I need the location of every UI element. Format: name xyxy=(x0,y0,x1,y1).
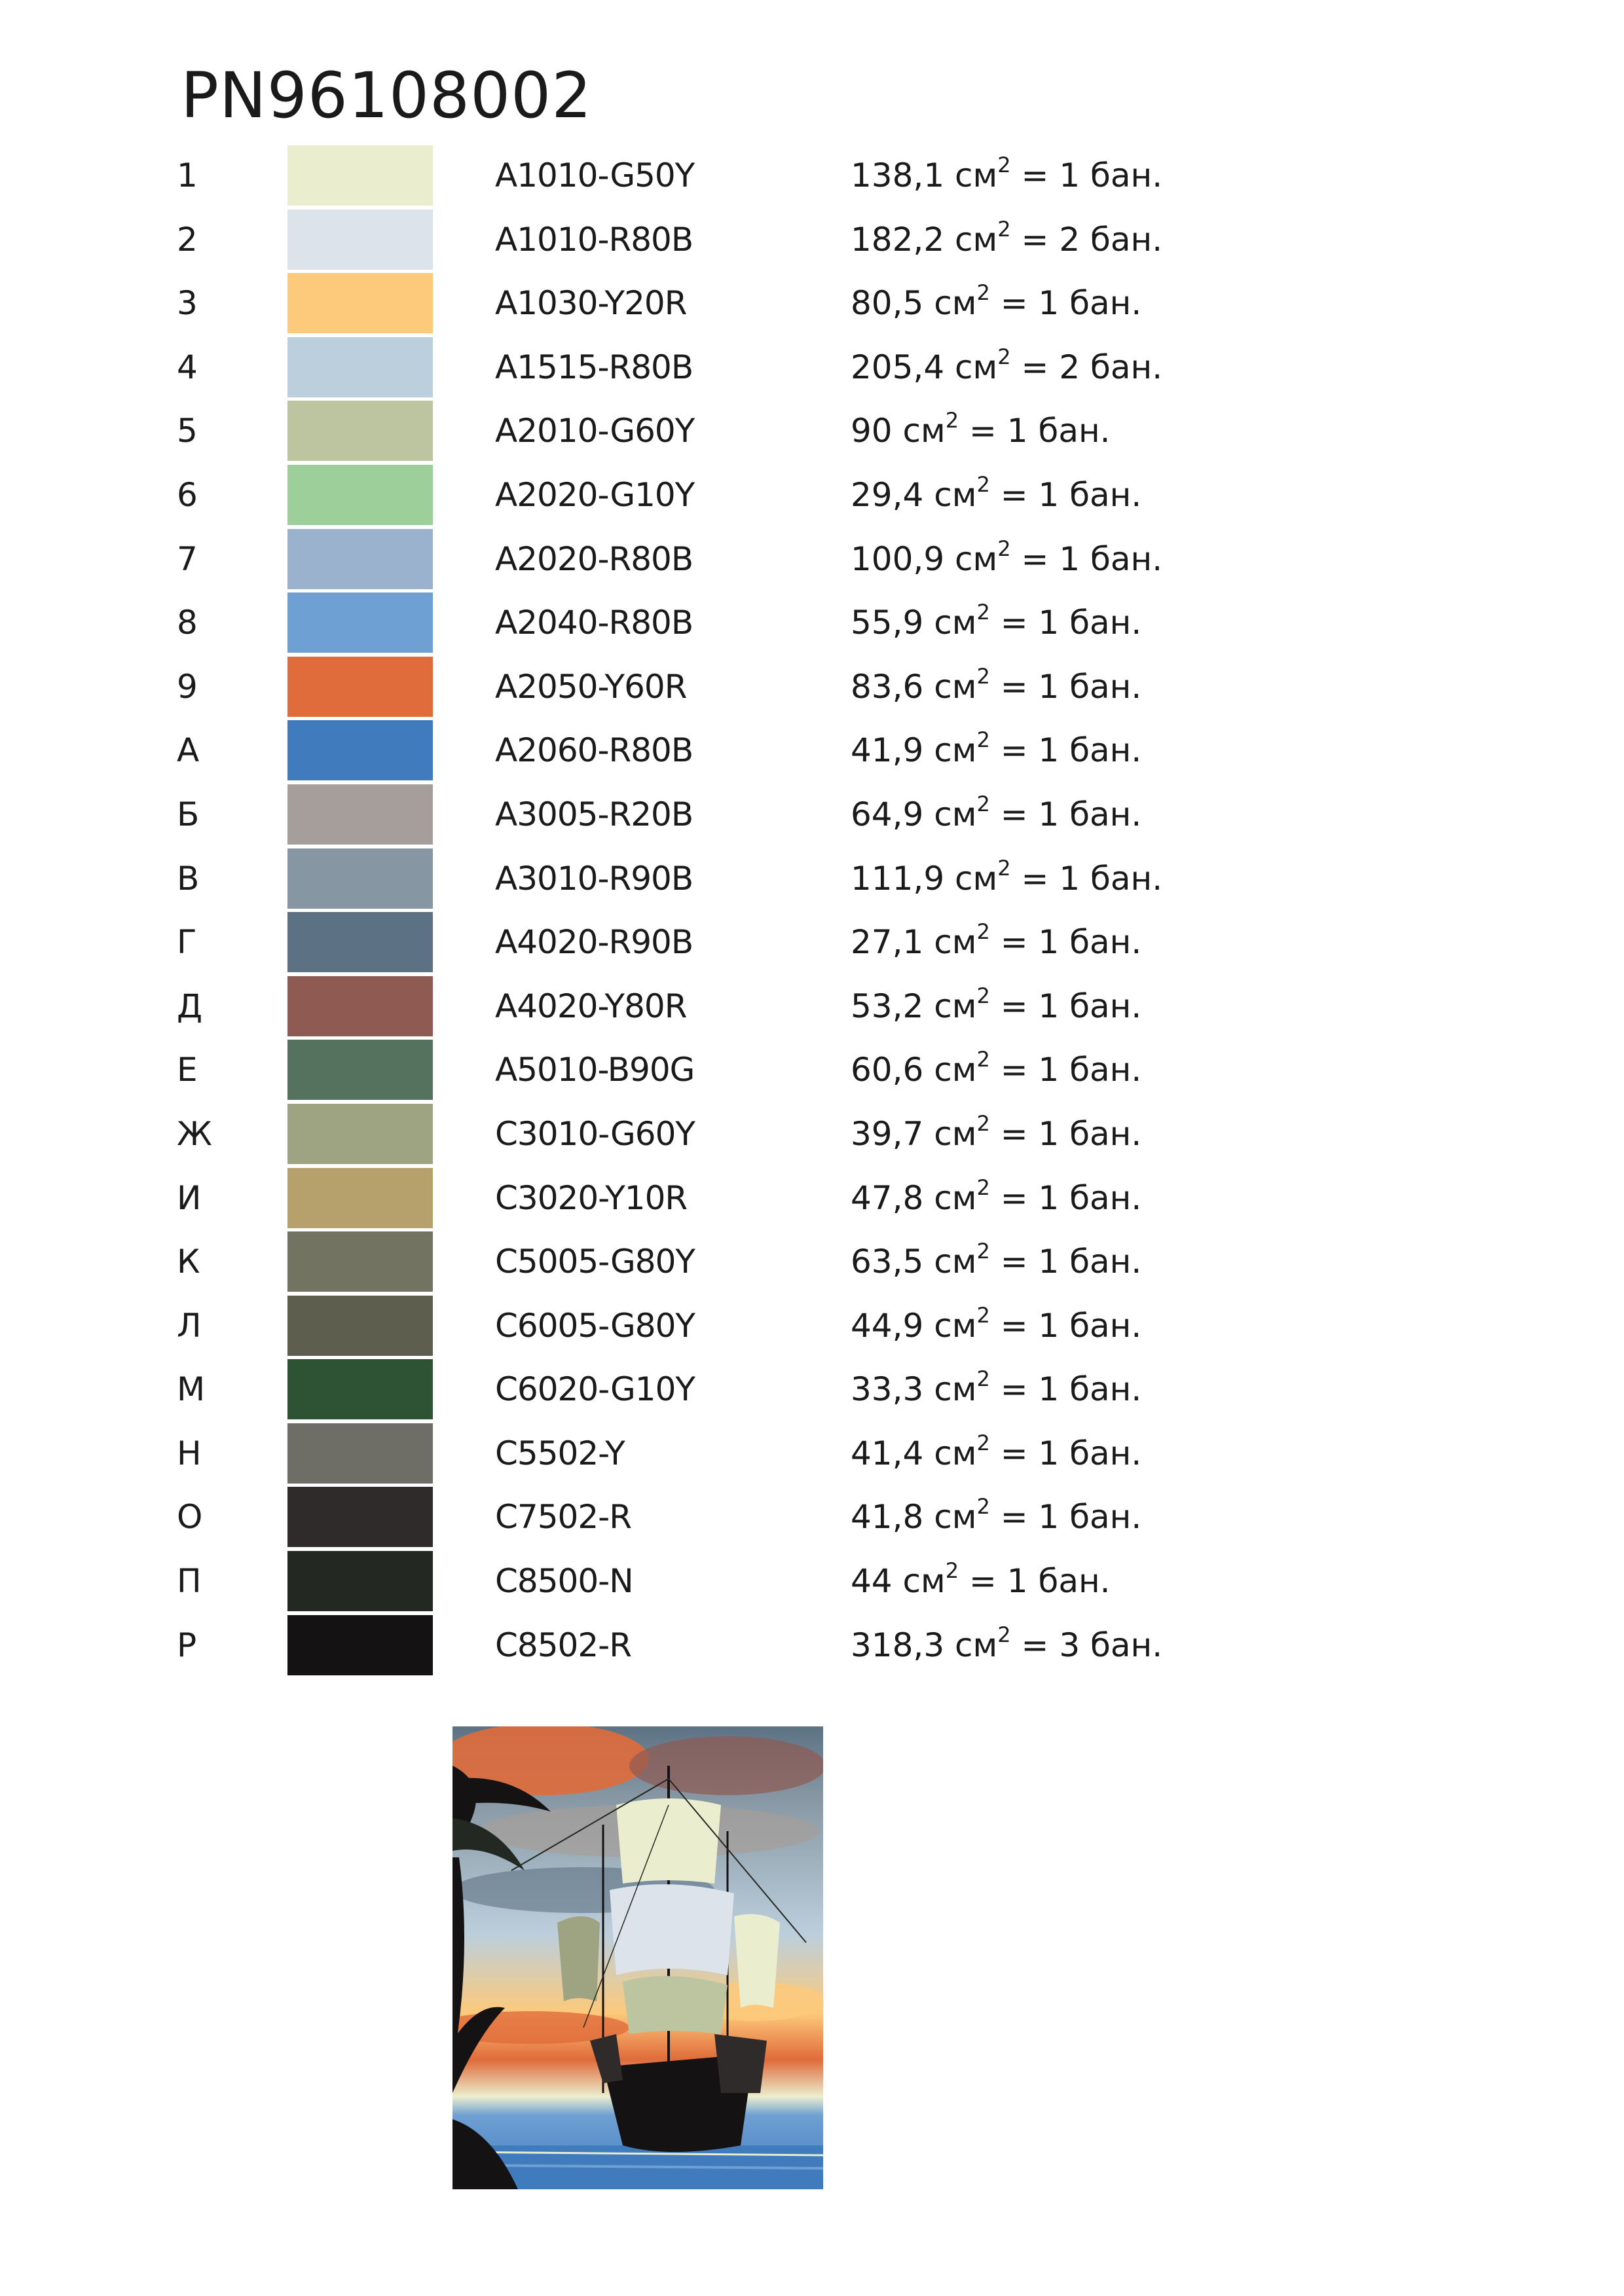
area-value: 44,9 xyxy=(851,1306,924,1345)
color-swatch xyxy=(287,465,433,525)
area-unit-power: 2 xyxy=(976,983,990,1008)
color-area-quantity xyxy=(851,600,1142,642)
color-code: A1515-R80B xyxy=(495,348,693,386)
color-row xyxy=(177,528,1421,592)
area-unit: см xyxy=(955,1626,998,1664)
area-unit: см xyxy=(902,1562,946,1601)
color-code: A1030-Y20R xyxy=(495,284,687,323)
color-number: Р xyxy=(177,1626,197,1664)
color-swatch xyxy=(287,210,433,270)
color-swatch xyxy=(287,720,433,780)
color-area-quantity xyxy=(851,855,1163,898)
area-value: 60,6 xyxy=(851,1051,924,1089)
color-row xyxy=(177,1102,1421,1167)
color-row xyxy=(177,719,1421,783)
color-number: О xyxy=(177,1498,203,1537)
color-code: A2040-R80B xyxy=(495,604,693,642)
color-area-quantity xyxy=(851,280,1142,323)
color-area-quantity xyxy=(851,1558,1111,1601)
area-unit: см xyxy=(934,731,977,770)
area-value: 205,4 xyxy=(851,348,945,386)
color-code: C6020-G10Y xyxy=(495,1370,695,1409)
area-unit: см xyxy=(934,1306,977,1345)
color-row xyxy=(177,1230,1421,1294)
area-value: 44 xyxy=(851,1562,893,1601)
color-row xyxy=(177,591,1421,655)
color-area-quantity xyxy=(851,344,1163,387)
color-row xyxy=(177,1358,1421,1422)
area-unit: см xyxy=(934,1051,977,1089)
color-swatch xyxy=(287,1423,433,1484)
color-code: A3005-R20B xyxy=(495,795,693,833)
color-code: A4020-R90B xyxy=(495,923,693,962)
area-value: 41,8 xyxy=(851,1498,924,1537)
color-row xyxy=(177,208,1421,272)
color-row xyxy=(177,975,1421,1039)
color-number: А xyxy=(177,731,200,770)
cans-count: = 1 бан. xyxy=(1000,1434,1142,1472)
area-unit: см xyxy=(934,667,977,706)
color-number: Д xyxy=(177,987,203,1025)
cans-count: = 1 бан. xyxy=(1021,859,1163,898)
area-unit: см xyxy=(934,1370,977,1409)
cans-count: = 3 бан. xyxy=(1021,1626,1163,1664)
color-row xyxy=(177,1614,1421,1678)
color-area-quantity xyxy=(851,408,1111,450)
area-unit-power: 2 xyxy=(997,1622,1011,1647)
page-title: PN96108002 xyxy=(181,59,593,132)
color-code: C3020-Y10R xyxy=(495,1178,688,1217)
color-swatch xyxy=(287,1040,433,1100)
color-row xyxy=(177,272,1421,336)
color-code: A2060-R80B xyxy=(495,731,693,770)
color-area-quantity xyxy=(851,536,1163,579)
color-swatch xyxy=(287,529,433,589)
cans-count: = 1 бан. xyxy=(1021,539,1163,578)
color-swatch xyxy=(287,145,433,206)
color-area-quantity xyxy=(851,1622,1163,1665)
color-number: 2 xyxy=(177,220,198,259)
area-value: 47,8 xyxy=(851,1178,924,1217)
cans-count: = 1 бан. xyxy=(1000,1498,1142,1537)
color-number: И xyxy=(177,1178,202,1217)
area-value: 80,5 xyxy=(851,284,924,323)
color-area-quantity xyxy=(851,791,1142,834)
area-unit-power: 2 xyxy=(976,1366,990,1392)
color-swatch xyxy=(287,976,433,1036)
cans-count: = 1 бан. xyxy=(1000,795,1142,833)
color-area-quantity xyxy=(851,1175,1142,1218)
color-row xyxy=(177,144,1421,208)
area-unit: см xyxy=(934,795,977,833)
color-swatch xyxy=(287,1231,433,1292)
color-number: В xyxy=(177,859,200,898)
area-value: 138,1 xyxy=(851,156,945,194)
color-row xyxy=(177,399,1421,464)
color-palette-list xyxy=(177,144,1421,1677)
area-unit-power: 2 xyxy=(997,536,1011,561)
cans-count: = 1 бан. xyxy=(1000,1243,1142,1281)
color-area-quantity xyxy=(851,216,1163,259)
color-swatch xyxy=(287,912,433,972)
painting-preview-image xyxy=(452,1726,823,2189)
color-number: 9 xyxy=(177,667,198,706)
color-number: Г xyxy=(177,923,197,962)
color-swatch xyxy=(287,848,433,909)
color-number: П xyxy=(177,1562,202,1601)
color-row xyxy=(177,1294,1421,1358)
color-swatch xyxy=(287,1168,433,1228)
cans-count: = 1 бан. xyxy=(1000,1051,1142,1089)
color-number: 4 xyxy=(177,348,198,386)
color-area-quantity xyxy=(851,1239,1142,1281)
color-row xyxy=(177,655,1421,720)
color-swatch xyxy=(287,273,433,333)
area-unit-power: 2 xyxy=(976,280,990,306)
color-number: 7 xyxy=(177,539,198,578)
area-unit-power: 2 xyxy=(976,1494,990,1520)
color-area-quantity xyxy=(851,727,1142,770)
color-swatch xyxy=(287,592,433,653)
area-unit: см xyxy=(955,220,998,259)
area-unit: см xyxy=(934,1114,977,1153)
color-number: 8 xyxy=(177,604,198,642)
area-value: 55,9 xyxy=(851,604,924,642)
area-unit: см xyxy=(955,859,998,898)
area-unit: см xyxy=(934,1178,977,1217)
area-unit-power: 2 xyxy=(976,600,990,625)
color-swatch xyxy=(287,1487,433,1547)
color-number: Л xyxy=(177,1306,202,1345)
area-value: 29,4 xyxy=(851,475,924,514)
area-unit: см xyxy=(955,156,998,194)
color-area-quantity xyxy=(851,1494,1142,1537)
color-area-quantity xyxy=(851,1047,1142,1089)
ship-painting-image xyxy=(452,1726,823,2189)
area-value: 39,7 xyxy=(851,1114,924,1153)
cans-count: = 1 бан. xyxy=(1021,156,1163,194)
area-value: 83,6 xyxy=(851,667,924,706)
color-swatch xyxy=(287,1296,433,1356)
cans-count: = 1 бан. xyxy=(969,1562,1111,1601)
color-code: C8502-R xyxy=(495,1626,631,1664)
color-area-quantity xyxy=(851,1430,1142,1473)
color-swatch xyxy=(287,1104,433,1164)
area-value: 318,3 xyxy=(851,1626,945,1664)
area-value: 41,9 xyxy=(851,731,924,770)
color-number: 5 xyxy=(177,412,198,450)
area-unit-power: 2 xyxy=(976,663,990,689)
area-unit-power: 2 xyxy=(976,791,990,816)
color-swatch xyxy=(287,657,433,717)
area-unit-power: 2 xyxy=(997,216,1011,242)
cans-count: = 1 бан. xyxy=(969,412,1111,450)
area-unit: см xyxy=(934,1434,977,1472)
area-unit: см xyxy=(902,412,946,450)
area-unit-power: 2 xyxy=(976,1302,990,1328)
color-area-quantity xyxy=(851,663,1142,706)
area-unit-power: 2 xyxy=(945,1558,959,1584)
color-code: C3010-G60Y xyxy=(495,1114,695,1153)
area-unit: см xyxy=(934,284,977,323)
area-value: 53,2 xyxy=(851,987,924,1025)
color-code: C5005-G80Y xyxy=(495,1243,695,1281)
area-unit: см xyxy=(934,987,977,1025)
color-code: A2010-G60Y xyxy=(495,412,695,450)
color-code: A3010-R90B xyxy=(495,859,693,898)
area-value: 33,3 xyxy=(851,1370,924,1409)
area-unit-power: 2 xyxy=(976,919,990,945)
color-row xyxy=(177,464,1421,528)
area-value: 64,9 xyxy=(851,795,924,833)
cans-count: = 1 бан. xyxy=(1000,1306,1142,1345)
area-value: 90 xyxy=(851,412,893,450)
area-value: 100,9 xyxy=(851,539,945,578)
color-area-quantity xyxy=(851,1302,1142,1345)
color-number: Е xyxy=(177,1051,198,1089)
area-unit: см xyxy=(934,1243,977,1281)
cans-count: = 1 бан. xyxy=(1000,1370,1142,1409)
color-row xyxy=(177,1422,1421,1486)
cans-count: = 1 бан. xyxy=(1000,987,1142,1025)
color-area-quantity xyxy=(851,1110,1142,1154)
area-unit-power: 2 xyxy=(976,1175,990,1200)
color-code: A2020-R80B xyxy=(495,539,693,578)
area-value: 63,5 xyxy=(851,1243,924,1281)
cans-count: = 1 бан. xyxy=(1000,284,1142,323)
color-row xyxy=(177,1550,1421,1614)
area-unit-power: 2 xyxy=(997,153,1011,177)
area-unit-power: 2 xyxy=(976,471,990,497)
area-unit-power: 2 xyxy=(976,1239,990,1264)
area-unit: см xyxy=(955,539,998,578)
cans-count: = 1 бан. xyxy=(1000,1114,1142,1153)
color-area-quantity xyxy=(851,983,1142,1026)
cans-count: = 1 бан. xyxy=(1000,475,1142,514)
area-value: 27,1 xyxy=(851,923,924,962)
area-value: 182,2 xyxy=(851,220,945,259)
color-row xyxy=(177,1038,1421,1102)
color-row xyxy=(177,783,1421,847)
area-unit: см xyxy=(955,348,998,386)
color-code: C5502-Y xyxy=(495,1434,625,1472)
area-unit: см xyxy=(934,604,977,642)
color-number: Б xyxy=(177,795,200,833)
color-number: М xyxy=(177,1370,206,1409)
cans-count: = 1 бан. xyxy=(1000,604,1142,642)
color-code: A1010-R80B xyxy=(495,220,693,259)
area-unit-power: 2 xyxy=(976,1110,990,1136)
color-code: A4020-Y80R xyxy=(495,987,687,1025)
color-row xyxy=(177,1485,1421,1550)
area-unit: см xyxy=(934,923,977,962)
color-area-quantity xyxy=(851,471,1142,515)
area-value: 111,9 xyxy=(851,859,945,898)
color-code: C8500-N xyxy=(495,1562,633,1601)
area-unit-power: 2 xyxy=(976,727,990,753)
color-code: A5010-B90G xyxy=(495,1051,695,1089)
cans-count: = 2 бан. xyxy=(1021,220,1163,259)
area-unit-power: 2 xyxy=(997,344,1011,369)
color-swatch xyxy=(287,1615,433,1675)
color-row xyxy=(177,911,1421,975)
color-code: A2020-G10Y xyxy=(495,475,695,514)
color-area-quantity xyxy=(851,153,1163,195)
color-number: К xyxy=(177,1243,200,1281)
cans-count: = 2 бан. xyxy=(1021,348,1163,386)
area-unit-power: 2 xyxy=(997,855,1011,881)
color-code: C6005-G80Y xyxy=(495,1306,695,1345)
color-code: C7502-R xyxy=(495,1498,631,1537)
color-number: 3 xyxy=(177,284,198,323)
cans-count: = 1 бан. xyxy=(1000,667,1142,706)
color-row xyxy=(177,336,1421,400)
color-swatch xyxy=(287,1359,433,1419)
color-area-quantity xyxy=(851,919,1142,962)
area-value: 41,4 xyxy=(851,1434,924,1472)
area-unit: см xyxy=(934,475,977,514)
area-unit-power: 2 xyxy=(976,1047,990,1072)
color-code: A1010-G50Y xyxy=(495,156,695,194)
cans-count: = 1 бан. xyxy=(1000,923,1142,962)
color-number: 6 xyxy=(177,475,198,514)
color-swatch xyxy=(287,1551,433,1611)
color-row xyxy=(177,847,1421,911)
color-number: Ж xyxy=(177,1114,212,1153)
color-number: 1 xyxy=(177,156,198,194)
color-number: Н xyxy=(177,1434,202,1472)
area-unit: см xyxy=(934,1498,977,1537)
area-unit-power: 2 xyxy=(945,408,959,433)
area-unit-power: 2 xyxy=(976,1430,990,1455)
color-swatch xyxy=(287,784,433,845)
cans-count: = 1 бан. xyxy=(1000,1178,1142,1217)
color-code: A2050-Y60R xyxy=(495,667,687,706)
cans-count: = 1 бан. xyxy=(1000,731,1142,770)
color-row xyxy=(177,1167,1421,1231)
color-swatch xyxy=(287,401,433,461)
color-swatch xyxy=(287,337,433,397)
color-area-quantity xyxy=(851,1366,1142,1409)
